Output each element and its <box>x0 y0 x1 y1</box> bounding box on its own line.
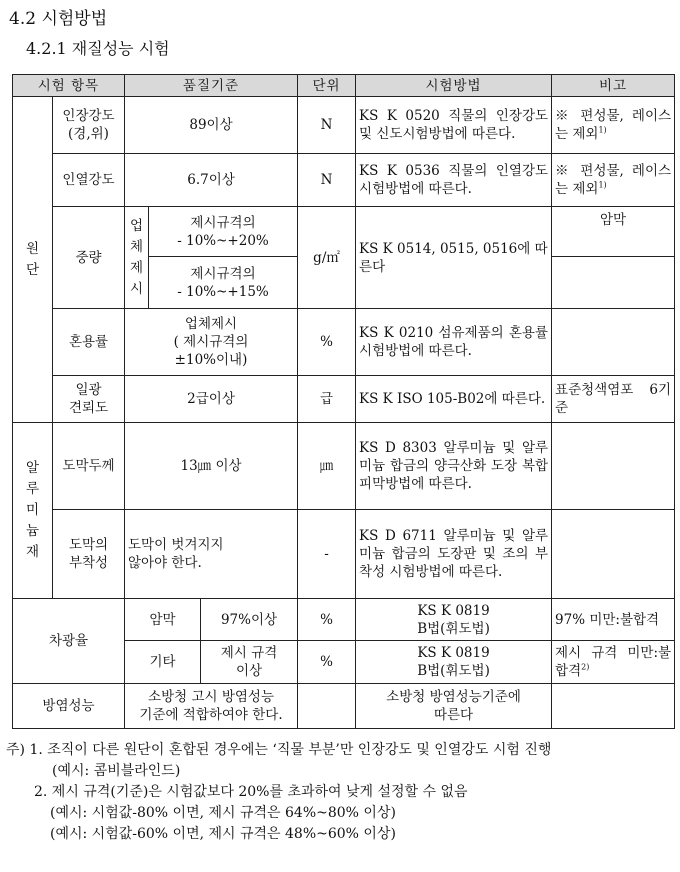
item-blend: 혼용률 <box>53 309 125 376</box>
weight-sub-label: 업체제시 <box>129 217 144 297</box>
method-weight: KS K 0514, 0515, 0516에 따른다 <box>356 207 552 309</box>
standard-coating: 13㎛ 이상 <box>125 423 298 510</box>
group-fabric-label: 원단 <box>25 240 40 278</box>
item-flame: 방염성능 <box>13 684 125 729</box>
note-shading-2 <box>552 641 675 684</box>
unit-flame-empty <box>298 684 356 729</box>
footnote-1-text: 1. 조직이 다른 원단이 혼합된 경우에는 ‘직물 부분’만 인장강도 및 인열강도 시험 진행 <box>29 742 552 758</box>
table-row <box>13 97 675 154</box>
footnote-1 <box>6 740 551 761</box>
footnote-prefix: 주) <box>6 742 25 758</box>
header-remarks: 비고 <box>552 75 675 97</box>
note-weight: 암막 <box>552 207 675 257</box>
shading-sub-1: 암막 <box>125 599 201 641</box>
standard-shading-2: 제시 규격 이상 <box>201 641 298 684</box>
standard-shading-1: 97%이상 <box>201 599 298 641</box>
item-light: 일광 견뢰도 <box>53 376 125 423</box>
table-row <box>13 684 675 729</box>
group-aluminum-cell <box>13 423 53 599</box>
subsection-heading: 4.2.1 재질성능 시험 <box>26 39 170 58</box>
item-shading: 차광율 <box>13 599 125 684</box>
item-tear: 인열강도 <box>53 154 125 207</box>
section-heading: 4.2 시험방법 <box>9 9 108 29</box>
table-row <box>13 154 675 207</box>
standard-weight-1: 제시규격의 - 10%~+20% <box>149 207 298 257</box>
note-weight-empty <box>552 257 675 309</box>
standard-tear: 6.7이상 <box>125 154 298 207</box>
table-row <box>13 207 675 257</box>
note-adhesion-empty <box>552 510 675 599</box>
method-light: KS K ISO 105-B02에 따른다. <box>356 376 552 423</box>
unit-blend: % <box>298 309 356 376</box>
footnotes <box>6 740 551 845</box>
table-row <box>13 423 675 510</box>
footnote-ref: 1) <box>598 180 607 190</box>
unit-adhesion: - <box>298 510 356 599</box>
note-text: 제시 규격 미만:불합격 <box>555 645 672 679</box>
unit-tear: N <box>298 154 356 207</box>
header-unit: 단위 <box>298 75 356 97</box>
method-adhesion: KS D 6711 알루미늄 및 알루미늄 합금의 도장판 및 조의 부착성 시험방법에 따른다. <box>356 510 552 599</box>
item-weight: 중량 <box>53 207 125 309</box>
unit-tensile: N <box>298 97 356 154</box>
standard-weight-2: 제시규격의 - 10%~+15% <box>149 257 298 309</box>
method-coating: KS D 8303 알루미늄 및 알루미늄 합금의 양극산화 도장 복합 피막방법에 따른다. <box>356 423 552 510</box>
unit-light: 급 <box>298 376 356 423</box>
note-flame-empty <box>552 684 675 729</box>
method-tear: KS K 0536 직물의 인열강도 시험방법에 따른다. <box>356 154 552 207</box>
footnote-2-text: 2. 제시 규격(기준)은 시험값보다 20%를 초과하여 낮게 설정할 수 없음 <box>34 784 468 800</box>
table-row <box>13 510 675 599</box>
note-tensile <box>552 97 675 154</box>
note-text: ※ 편성물, 레이스는 제외 <box>555 163 672 197</box>
item-tensile: 인장강도 (경,위) <box>53 97 125 154</box>
header-quality-standard: 품질기준 <box>125 75 298 97</box>
shading-sub-2: 기타 <box>125 641 201 684</box>
note-light: 표준청색염포 6기준 <box>552 376 675 423</box>
note-blend-empty <box>552 309 675 376</box>
method-shading-2: KS K 0819 B법(휘도법) <box>356 641 552 684</box>
note-coating-empty <box>552 423 675 510</box>
header-test-method: 시험방법 <box>356 75 552 97</box>
group-aluminum-label: 알루미늄재 <box>25 460 40 560</box>
group-fabric-cell <box>13 97 53 423</box>
item-adhesion: 도막의 부착성 <box>53 510 125 599</box>
table-row <box>13 309 675 376</box>
standard-flame: 소방청 고시 방염성능 기준에 적합하여야 한다. <box>125 684 298 729</box>
unit-shading-1: % <box>298 599 356 641</box>
method-tensile: KS K 0520 직물의 인장강도 및 신도시험방법에 따른다. <box>356 97 552 154</box>
standard-adhesion: 도막이 벗겨지지 않아야 한다. <box>125 510 298 599</box>
footnote-1-example: (예시: 콤비블라인드) <box>52 763 181 779</box>
unit-weight: g/㎡ <box>298 207 356 309</box>
note-text: ※ 편성물, 레이스는 제외 <box>555 108 672 142</box>
test-method-table <box>12 74 675 729</box>
method-flame: 소방청 방염성능기준에 따른다 <box>356 684 552 729</box>
unit-coating: ㎛ <box>298 423 356 510</box>
footnote-ref: 2) <box>581 662 590 672</box>
standard-blend: 업체제시 ( 제시규격의 ±10%이내) <box>125 309 298 376</box>
table-row <box>13 599 675 641</box>
item-coating: 도막두께 <box>53 423 125 510</box>
method-shading-1: KS K 0819 B법(휘도법) <box>356 599 552 641</box>
footnote-2-example-1: (예시: 시험값-80% 이면, 제시 규격은 64%~80% 이상) <box>50 805 396 821</box>
method-blend: KS K 0210 섬유제품의 혼용률 시험방법에 따른다. <box>356 309 552 376</box>
standard-tensile: 89이상 <box>125 97 298 154</box>
standard-light: 2급이상 <box>125 376 298 423</box>
note-tear <box>552 154 675 207</box>
weight-sub-cell <box>125 207 149 309</box>
footnote-ref: 1) <box>598 125 607 135</box>
header-test-item: 시험 항목 <box>13 75 125 97</box>
unit-shading-2: % <box>298 641 356 684</box>
table-header-row <box>13 75 675 97</box>
table-row <box>13 376 675 423</box>
footnote-2-example-2: (예시: 시험값-60% 이면, 제시 규격은 48%~60% 이상) <box>50 826 396 842</box>
note-shading-1: 97% 미만:불합격 <box>552 599 675 641</box>
